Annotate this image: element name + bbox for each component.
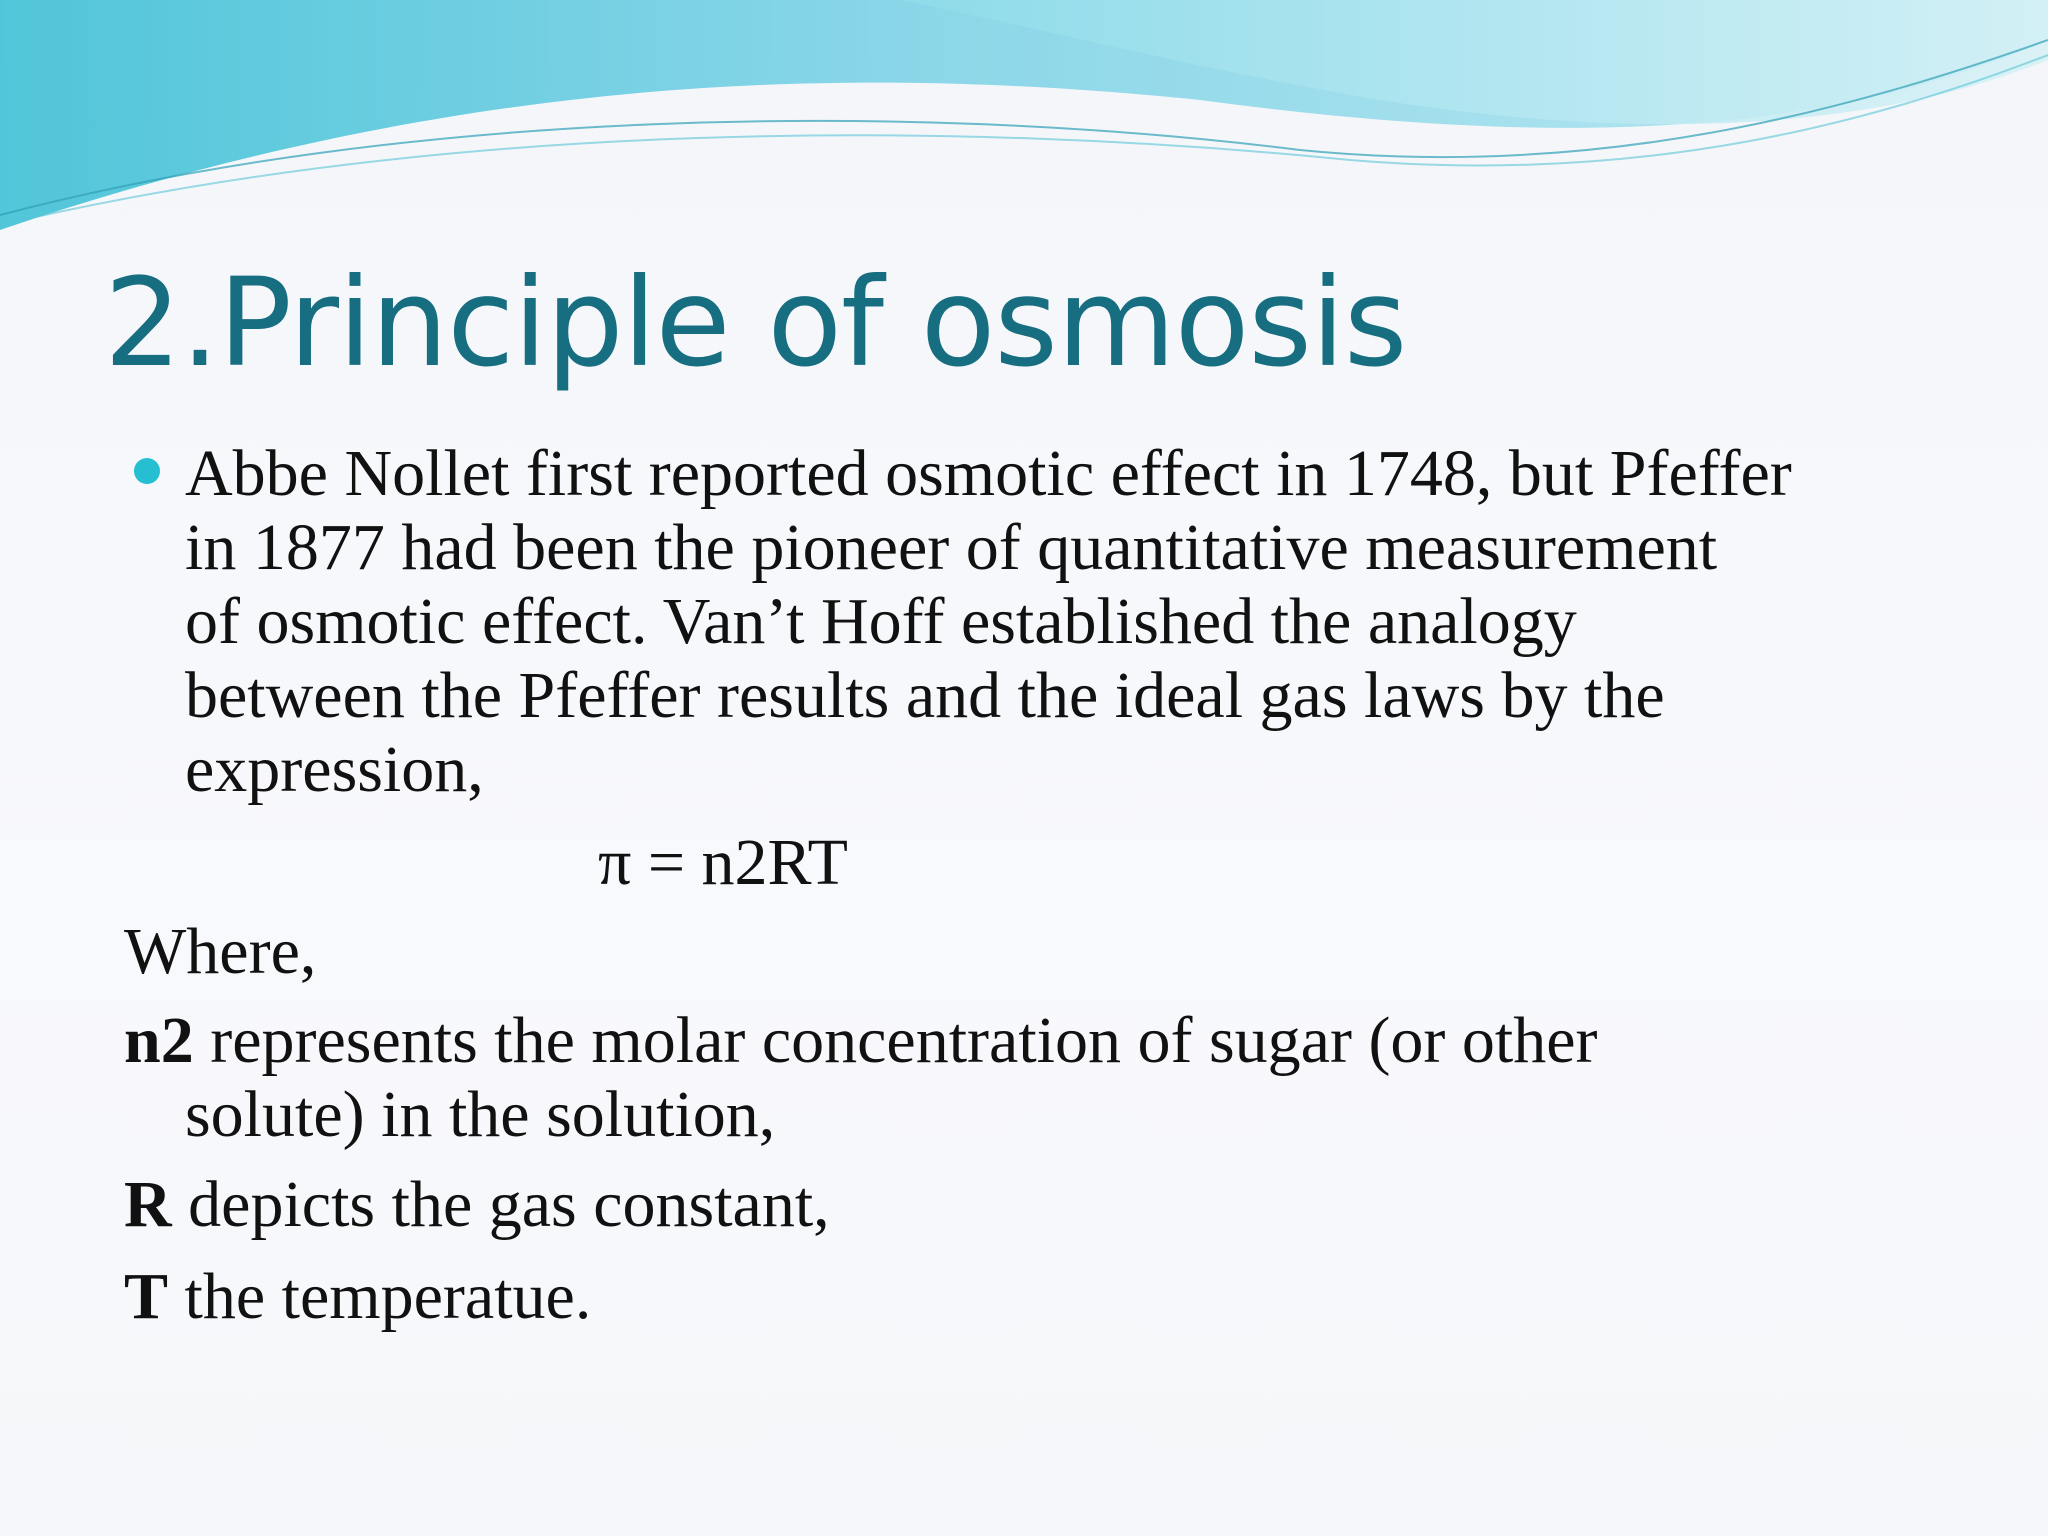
definition-term: R: [124, 1168, 172, 1241]
slide-title: 2.Principle of osmosis: [104, 252, 1407, 394]
paragraph-line: between the Pfeffer results and the ideal gas laws by the: [185, 659, 1665, 732]
where-label: Where,: [124, 915, 317, 988]
paragraph-line: expression,: [185, 733, 484, 806]
definition-text: depicts the gas constant,: [171, 1168, 830, 1241]
definition-term: T: [124, 1260, 169, 1333]
paragraph-line: Abbe Nollet first reported osmotic effect in 1748, but Pfeffer: [185, 437, 1792, 510]
definition-text: the temperatue.: [168, 1260, 592, 1333]
definition-term: n2: [124, 1004, 194, 1077]
paragraph-line: of osmotic effect. Van’t Hoff established the analogy: [185, 585, 1577, 658]
bullet-dot-icon: [134, 458, 160, 484]
definition-t: [124, 1260, 591, 1334]
paragraph-line: in 1877 had been the pioneer of quantitative measurement: [185, 511, 1718, 584]
definition-r: [124, 1168, 830, 1242]
bullet-paragraph: [185, 437, 1945, 807]
formula: π = n2RT: [598, 826, 848, 899]
definition-text: represents the molar concentration of sugar (or other: [193, 1004, 1598, 1077]
definition-n2: [124, 1004, 1598, 1152]
header-wave-decoration: [0, 0, 2048, 240]
definition-continuation: solute) in the solution,: [185, 1078, 776, 1151]
